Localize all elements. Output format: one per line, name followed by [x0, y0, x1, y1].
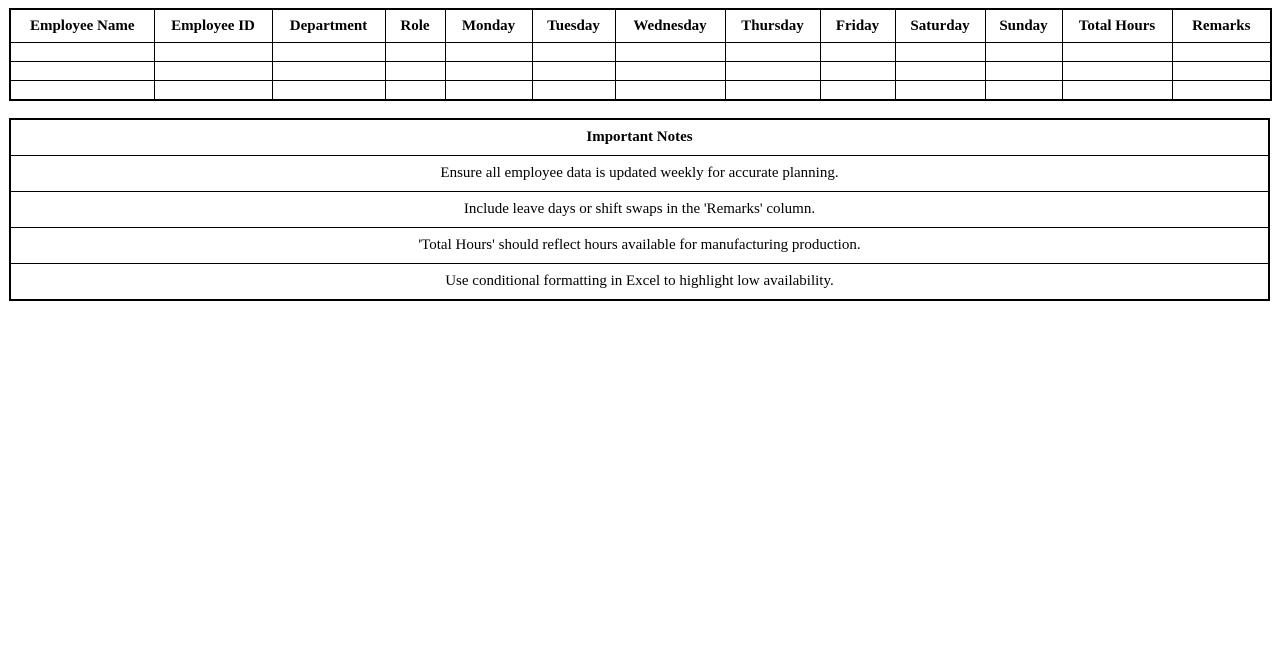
note-row: [10, 264, 1269, 301]
empty-cell: [615, 43, 725, 62]
empty-cell: [10, 43, 154, 62]
column-header-monday: Monday: [445, 9, 532, 43]
empty-cell: [820, 81, 895, 101]
empty-cell: [445, 81, 532, 101]
schedule-empty-row: [10, 62, 1271, 81]
notes-title: Important Notes: [10, 119, 1269, 156]
column-header-tuesday: Tuesday: [532, 9, 615, 43]
column-header-remarks: Remarks: [1172, 9, 1271, 43]
empty-cell: [985, 81, 1062, 101]
empty-cell: [532, 81, 615, 101]
column-header-total-hours: Total Hours: [1062, 9, 1172, 43]
note-text: Include leave days or shift swaps in the 'Remarks' column.: [10, 192, 1269, 228]
column-header-department: Department: [272, 9, 385, 43]
column-header-wednesday: Wednesday: [615, 9, 725, 43]
empty-cell: [820, 43, 895, 62]
empty-cell: [154, 62, 272, 81]
important-notes-table: [9, 118, 1270, 301]
empty-cell: [532, 43, 615, 62]
column-header-thursday: Thursday: [725, 9, 820, 43]
note-row: [10, 192, 1269, 228]
notes-title-row: [10, 119, 1269, 156]
empty-cell: [272, 81, 385, 101]
empty-cell: [10, 62, 154, 81]
empty-cell: [895, 62, 985, 81]
empty-cell: [985, 43, 1062, 62]
column-header-role: Role: [385, 9, 445, 43]
empty-cell: [725, 43, 820, 62]
empty-cell: [385, 81, 445, 101]
note-text: Use conditional formatting in Excel to highlight low availability.: [10, 264, 1269, 301]
column-header-saturday: Saturday: [895, 9, 985, 43]
empty-cell: [895, 43, 985, 62]
empty-cell: [1172, 81, 1271, 101]
note-row: [10, 156, 1269, 192]
empty-cell: [154, 43, 272, 62]
column-header-sunday: Sunday: [985, 9, 1062, 43]
empty-cell: [1062, 62, 1172, 81]
empty-cell: [272, 62, 385, 81]
empty-cell: [10, 81, 154, 101]
schedule-empty-row: [10, 81, 1271, 101]
empty-cell: [615, 62, 725, 81]
employee-schedule-table: [9, 8, 1272, 101]
empty-cell: [820, 62, 895, 81]
document-page: [0, 0, 1278, 309]
schedule-empty-row: [10, 43, 1271, 62]
empty-cell: [725, 62, 820, 81]
table-spacer: [9, 101, 1269, 118]
schedule-empty-rows: [10, 43, 1271, 101]
empty-cell: [615, 81, 725, 101]
schedule-header-row: [10, 9, 1271, 43]
empty-cell: [1172, 62, 1271, 81]
empty-cell: [532, 62, 615, 81]
empty-cell: [154, 81, 272, 101]
empty-cell: [895, 81, 985, 101]
empty-cell: [272, 43, 385, 62]
empty-cell: [385, 43, 445, 62]
note-text: 'Total Hours' should reflect hours available for manufacturing production.: [10, 228, 1269, 264]
column-header-friday: Friday: [820, 9, 895, 43]
column-header-employee-id: Employee ID: [154, 9, 272, 43]
empty-cell: [1172, 43, 1271, 62]
empty-cell: [1062, 43, 1172, 62]
empty-cell: [725, 81, 820, 101]
empty-cell: [445, 43, 532, 62]
note-row: [10, 228, 1269, 264]
column-header-employee-name: Employee Name: [10, 9, 154, 43]
empty-cell: [385, 62, 445, 81]
note-text: Ensure all employee data is updated weekly for accurate planning.: [10, 156, 1269, 192]
empty-cell: [1062, 81, 1172, 101]
empty-cell: [445, 62, 532, 81]
empty-cell: [985, 62, 1062, 81]
